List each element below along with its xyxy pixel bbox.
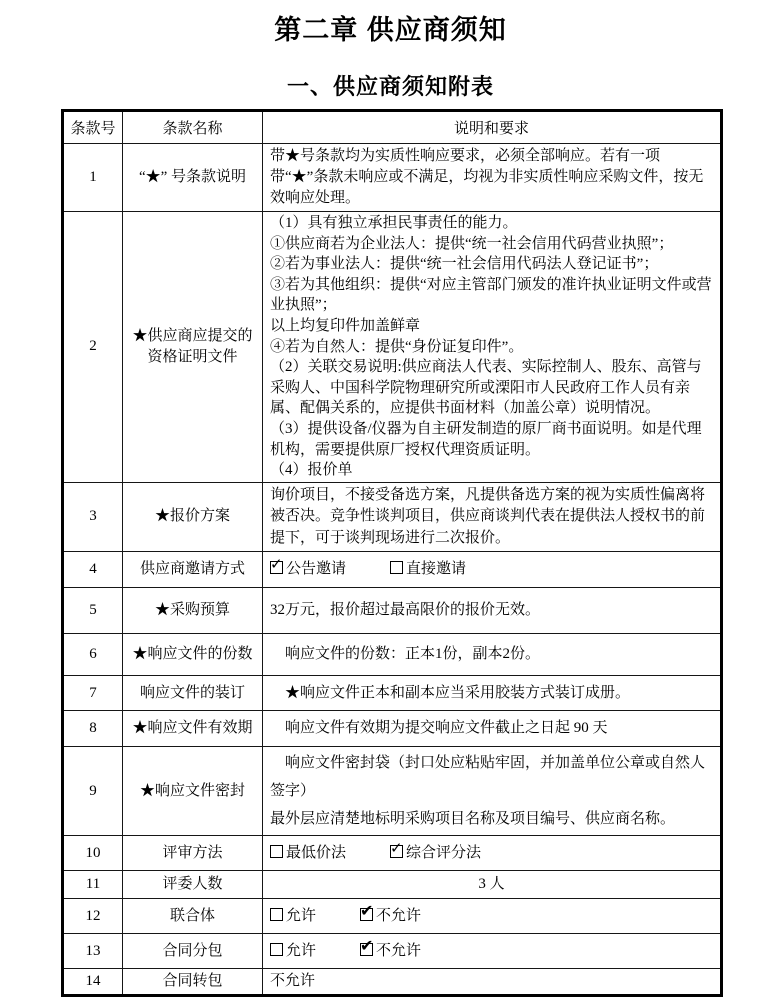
clause-name-cell: ★采购预算 — [123, 588, 263, 634]
checkbox-option — [270, 843, 346, 864]
check-mark-icon: ✓ — [390, 838, 403, 857]
option-label: 不允许 — [376, 942, 422, 959]
paragraph: ①供应商若为企业法人：提供“统一社会信用代码营业执照”； — [270, 235, 674, 252]
clause-name-cell: “★” 号条款说明 — [123, 144, 263, 212]
paragraph: 3 人 — [478, 876, 505, 893]
unchecked-checkbox-icon — [270, 943, 283, 956]
table-row — [63, 634, 722, 676]
clause-description-cell — [263, 871, 722, 899]
option-label: 不允许 — [376, 907, 422, 924]
clause-description-cell — [263, 552, 722, 588]
option-label: 直接邀请 — [406, 561, 467, 578]
clause-number-cell: 9 — [63, 747, 123, 836]
clause-description-cell — [263, 899, 722, 934]
clause-number-cell: 13 — [63, 934, 123, 969]
unchecked-checkbox-icon — [270, 845, 283, 858]
column-header: 说明和要求 — [263, 111, 722, 144]
table-row — [63, 711, 722, 747]
paragraph: 以上均复印件加盖鲜章 — [270, 317, 421, 334]
clause-description-cell — [263, 836, 722, 871]
supplier-notice-table — [61, 109, 723, 997]
clause-name-cell: ★响应文件有效期 — [123, 711, 263, 747]
clause-number-cell: 12 — [63, 899, 123, 934]
paragraph: 响应文件有效期为提交响应文件截止之日起 90 天 — [270, 720, 608, 737]
checkbox-option — [390, 559, 466, 580]
clause-description-cell — [263, 676, 722, 711]
clause-name-cell: ★供应商应提交的资格证明文件 — [123, 212, 263, 483]
table-row — [63, 934, 722, 969]
clause-description-cell — [263, 588, 722, 634]
clause-description-cell — [263, 212, 722, 483]
clause-number-cell: 4 — [63, 552, 123, 588]
checkbox-option-checked — [360, 935, 422, 962]
clause-description-cell — [263, 482, 722, 552]
checkbox-option — [270, 906, 316, 927]
checked-checkbox-icon — [360, 935, 374, 956]
clause-number-cell: 3 — [63, 482, 123, 552]
paragraph: 最外层应清楚地标明采购项目名称及项目编号、供应商名称。 — [270, 811, 676, 828]
check-mark-icon: ✔ — [360, 935, 374, 955]
paragraph: 响应文件的份数：正本1份，副本2份。 — [270, 646, 541, 663]
paragraph: ②若为事业法人：提供“统一社会信用代码法人登记证书”； — [270, 256, 659, 273]
checkbox-option-checked — [360, 900, 422, 927]
paragraph: 32万元，报价超过最高限价的报价无效。 — [270, 602, 541, 619]
check-mark-icon: ✓ — [270, 555, 283, 574]
clause-name-cell: ★响应文件密封 — [123, 747, 263, 836]
clause-description-cell — [263, 144, 722, 212]
clause-description-cell — [263, 969, 722, 996]
clause-name-cell: 合同分包 — [123, 934, 263, 969]
clause-name-cell: ★报价方案 — [123, 482, 263, 552]
clause-number-cell: 1 — [63, 144, 123, 212]
checkbox-options-line — [270, 935, 713, 962]
checkbox-options-line — [270, 838, 713, 864]
clause-description-cell — [263, 747, 722, 836]
column-header: 条款号 — [63, 111, 123, 144]
clause-name-cell: ★响应文件的份数 — [123, 634, 263, 676]
paragraph: 询价项目，不接受备选方案，凡提供备选方案的视为实质性偏离将被否决。竞争性谈判项目，供应商谈判代表在提供法人授权书的前提下，可于谈判现场进行二次报价。 — [270, 486, 706, 546]
clause-number-cell: 7 — [63, 676, 123, 711]
clause-name-cell: 供应商邀请方式 — [123, 552, 263, 588]
paragraph: （4）报价单 — [270, 462, 353, 479]
section-title: 一、供应商须知附表 — [286, 74, 494, 99]
paragraph: ④若为自然人：提供“身份证复印件”。 — [270, 338, 524, 355]
checkbox-option-checked — [270, 555, 347, 580]
clause-description-cell — [263, 934, 722, 969]
table-row — [63, 836, 722, 871]
clause-number-cell: 14 — [63, 969, 123, 996]
option-label: 综合评分法 — [406, 844, 482, 861]
table-row — [63, 676, 722, 711]
clause-name-cell: 评审方法 — [123, 836, 263, 871]
paragraph: ③若为其他组织：提供“对应主管部门颁发的准许执业证明文件或营业执照”； — [270, 276, 712, 314]
checkbox-option-checked — [390, 838, 482, 864]
table-row — [63, 747, 722, 836]
paragraph: 不允许 — [270, 973, 316, 990]
document-page — [0, 14, 781, 990]
checked-checkbox-icon — [360, 900, 374, 921]
clause-description-cell — [263, 634, 722, 676]
table-row — [63, 482, 722, 552]
table-row — [63, 588, 722, 634]
checkbox-options-line — [270, 900, 713, 927]
clause-name-cell: 评委人数 — [123, 871, 263, 899]
clause-name-cell: 响应文件的装订 — [123, 676, 263, 711]
clause-number-cell: 11 — [63, 871, 123, 899]
table-row — [63, 969, 722, 996]
checkbox-option — [270, 941, 316, 962]
option-label: 公告邀请 — [286, 561, 347, 578]
paragraph: ★响应文件正本和副本应当采用胶装方式装订成册。 — [270, 684, 631, 701]
table-body — [63, 144, 722, 996]
clause-number-cell: 6 — [63, 634, 123, 676]
unchecked-checkbox-icon — [270, 908, 283, 921]
table-row — [63, 899, 722, 934]
paragraph: 带★号条款均为实质性响应要求，必须全部响应。若有一项带“★”条款未响应或不满足，均视为非实质性响应采购文件，按无效响应处理。 — [270, 148, 704, 206]
check-mark-icon: ✔ — [360, 900, 374, 920]
checked-checkbox-icon — [270, 555, 283, 574]
option-label: 允许 — [286, 942, 317, 959]
option-label: 最低价法 — [286, 844, 347, 861]
table-header-row — [63, 111, 722, 144]
table-row — [63, 871, 722, 899]
clause-number-cell: 2 — [63, 212, 123, 483]
option-label: 允许 — [286, 907, 317, 924]
clause-description-cell — [263, 711, 722, 747]
clause-number-cell: 8 — [63, 711, 123, 747]
paragraph: （2）关联交易说明:供应商法人代表、实际控制人、股东、高管与采购人、中国科学院物理研究所或溧阳市人民政府工作人员有亲属、配偶关系的，应提供书面材料（加盖公章）说明情况。 — [270, 359, 702, 417]
table-row — [63, 212, 722, 483]
chapter-title: 第二章 供应商须知 — [274, 15, 507, 45]
table-row — [63, 144, 722, 212]
unchecked-checkbox-icon — [390, 561, 403, 574]
column-header: 条款名称 — [123, 111, 263, 144]
paragraph: （3）提供设备/仪器为自主研发制造的原厂商书面说明。如是代理机构，需要提供原厂授权代理资质证明。 — [270, 420, 702, 458]
paragraph: （1）具有独立承担民事责任的能力。 — [270, 215, 518, 231]
paragraph: 响应文件密封袋（封口处应粘贴牢固，并加盖单位公章或自然人签字） — [270, 755, 706, 800]
clause-name-cell: 合同转包 — [123, 969, 263, 996]
table-row — [63, 552, 722, 588]
clause-name-cell: 联合体 — [123, 899, 263, 934]
checkbox-options-line — [270, 555, 713, 580]
checked-checkbox-icon — [390, 838, 403, 858]
clause-number-cell: 5 — [63, 588, 123, 634]
clause-number-cell: 10 — [63, 836, 123, 871]
